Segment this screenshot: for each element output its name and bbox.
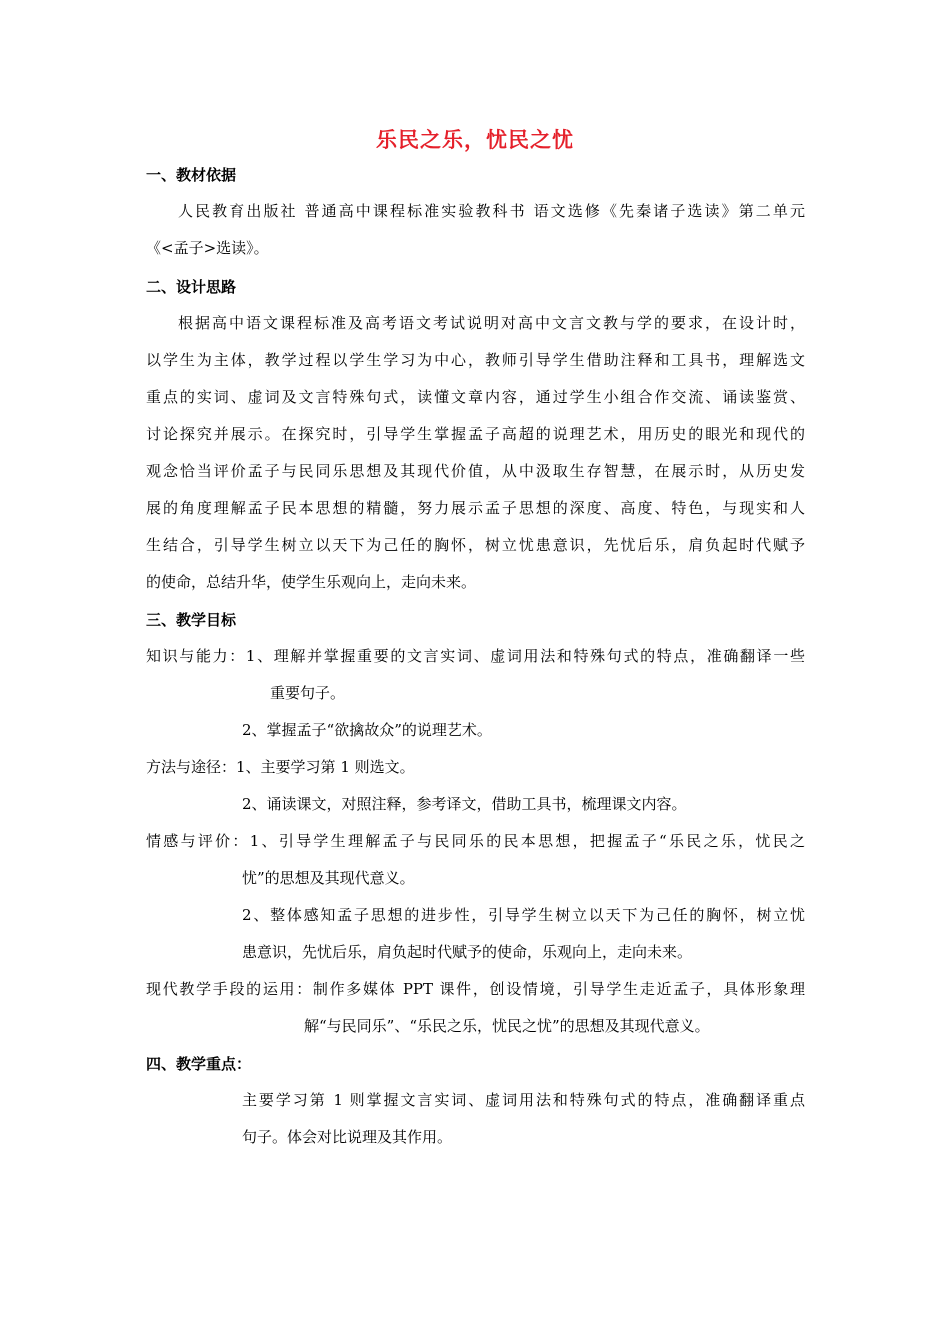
objective-emotion-line: 情感与评价：1、引导学生理解孟子与民同乐的民本思想，把握孟子“乐民之乐，忧民之 [146,832,805,850]
paragraph-line: 讨论探究并展示。在探究时，引导学生掌握孟子高超的说理艺术，用历史的眼光和现代的 [146,425,805,443]
paragraph-line: 生结合，引导学生树立以天下为己任的胸怀，树立忧患意识，先忧后乐，肩负起时代赋予 [146,536,805,554]
paragraph-line: 展的角度理解孟子民本思想的精髓，努力展示孟子思想的深度、高度、特色，与现实和人 [146,499,805,517]
paragraph-line: 重点的实词、虚词及文言特殊句式，读懂文章内容，通过学生小组合作交流、诵读鉴赏、 [146,388,805,406]
paragraph-line: 《<孟子>选读》。 [146,239,269,257]
paragraph-line: 主要学习第 1 则掌握文言实词、虚词用法和特殊句式的特点，准确翻译重点 [242,1091,805,1109]
paragraph-line: 观念恰当评价孟子与民同乐思想及其现代价值，从中汲取生存智慧，在展示时，从历史发 [146,462,805,480]
objective-knowledge-line: 2、掌握孟子“欲擒故众”的说理艺术。 [242,721,492,739]
paragraph-line: 人民教育出版社 普通高中课程标准实验教科书 语文选修《先秦诸子选读》第二单元 [178,202,805,220]
section-heading-3: 三、教学目标 [146,611,237,629]
section-heading-2: 二、设计思路 [146,278,237,296]
section-heading-4: 四、教学重点： [146,1055,252,1073]
section-heading-1: 一、教材依据 [146,166,237,184]
paragraph-line: 的使命，总结升华，使学生乐观向上，走向未来。 [146,573,477,591]
objective-method-line: 方法与途径：1、主要学习第 1 则选文。 [146,758,415,776]
objective-knowledge-line: 知识与能力：1、理解并掌握重要的文言实词、虚词用法和特殊句式的特点，准确翻译一些 [146,647,805,665]
objective-method-line: 2、诵读课文，对照注释，参考译文，借助工具书，梳理课文内容。 [242,795,687,813]
objective-emotion-line: 2、整体感知孟子思想的进步性，引导学生树立以天下为己任的胸怀，树立忧 [242,906,805,924]
paragraph-line: 句子。体会对比说理及其作用。 [242,1128,453,1146]
paragraph-line: 根据高中语文课程标准及高考语文考试说明对高中文言文教与学的要求，在设计时， [178,314,805,332]
document-title: 乐民之乐，忧民之忧 [376,128,574,152]
objective-emotion-line: 患意识，先忧后乐，肩负起时代赋予的使命，乐观向上，走向未来。 [242,943,693,961]
paragraph-line: 以学生为主体，教学过程以学生学习为中心，教师引导学生借助注释和工具书，理解选文 [146,351,805,369]
objective-modern-line: 解“与民同乐”、“乐民之乐，忧民之忧”的思想及其现代意义。 [304,1017,710,1035]
objective-knowledge-line: 重要句子。 [270,684,346,702]
objective-emotion-line: 忧”的思想及其现代意义。 [242,869,415,887]
objective-modern-line: 现代教学手段的运用：制作多媒体 PPT 课件，创设情境，引导学生走近孟子，具体形象理 [146,980,805,998]
